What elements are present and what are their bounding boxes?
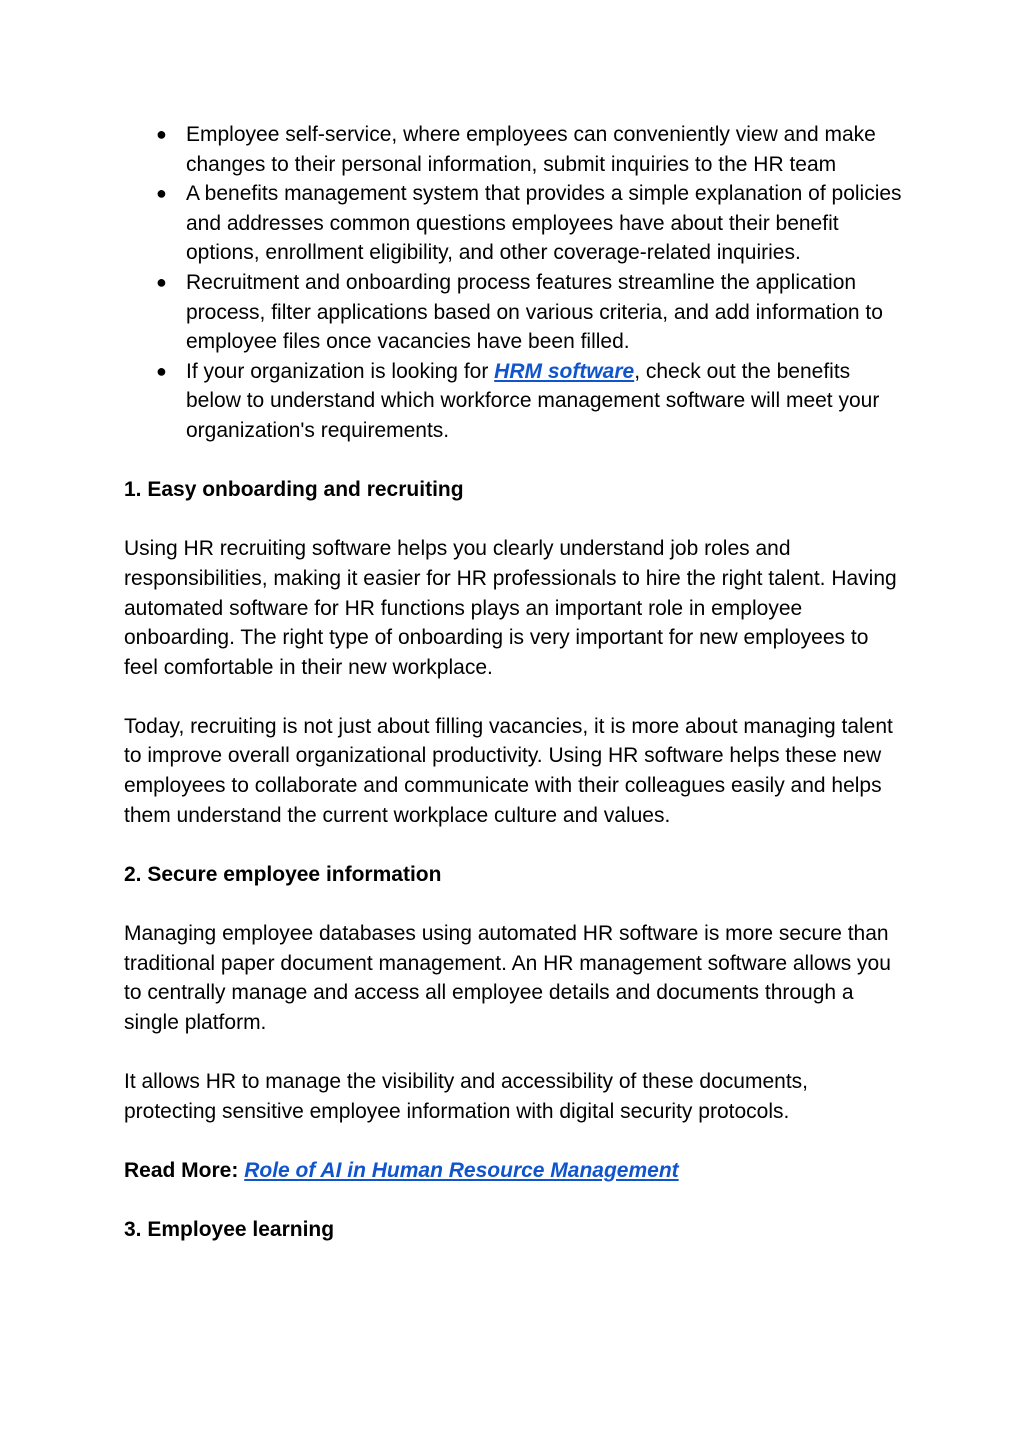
paragraph: Using HR recruiting software helps you clearly understand job roles and responsibilities, making it easier for HR professionals to hire the right talent. Having automated software for HR functions plays an important role in employee onboarding. The right type of onboarding is very important for new employees to feel comfortable in their new workplace. — [124, 537, 897, 679]
section-heading-learning: 3. Employee learning — [124, 1217, 335, 1241]
list-item — [124, 357, 904, 446]
bullet-icon: ● — [156, 360, 167, 381]
hrm-software-link[interactable]: HRM software — [494, 359, 635, 383]
paragraph: It allows HR to manage the visibility and accessibility of these documents, protecting sensitive employee information with digital security protocols. — [124, 1070, 808, 1123]
role-of-ai-link[interactable]: Role of AI in Human Resource Management — [244, 1158, 679, 1182]
bullet-text: Employee self-service, where employees can conveniently view and make changes to their personal information, submit inquiries to the HR team — [186, 123, 876, 176]
section-heading-security: 2. Secure employee information — [124, 862, 442, 886]
list-item — [124, 120, 904, 179]
bullet-icon: ● — [156, 271, 167, 292]
bullet-icon: ● — [156, 124, 167, 144]
read-more-line — [124, 1156, 904, 1186]
bullet-icon: ● — [156, 183, 167, 204]
read-more-label: Read More: — [124, 1158, 239, 1182]
document-page — [124, 120, 904, 1245]
list-item — [124, 268, 904, 357]
bullet-text: A benefits management system that provides a simple explanation of policies and addresses common questions employees have about their benefit options, enrollment eligibility, and other coverage-related inquiries. — [186, 182, 902, 265]
paragraph: Managing employee databases using automated HR software is more secure than traditional paper document management. An HR management software allows you to centrally manage and access all employee details and documents through a single platform. — [124, 922, 891, 1034]
bullet-text-before-link: If your organization is looking for — [186, 359, 495, 383]
list-item — [124, 179, 904, 268]
feature-bullet-list — [124, 120, 904, 446]
paragraph: Today, recruiting is not just about filling vacancies, it is more about managing talent to improve overall organizational productivity. Using HR software helps these new employees to collaborate and communicate with their colleagues easily and helps them understand the current workplace culture and values. — [124, 714, 893, 827]
bullet-text-after-link: , check out the benefits below to understand which workforce management software will meet your organization's requirements. — [186, 359, 880, 442]
section-heading-onboarding: 1. Easy onboarding and recruiting — [124, 478, 464, 502]
bullet-text: Recruitment and onboarding process features streamline the application process, filter applications based on various criteria, and add information to employee files once vacancies have been filled. — [186, 270, 883, 354]
